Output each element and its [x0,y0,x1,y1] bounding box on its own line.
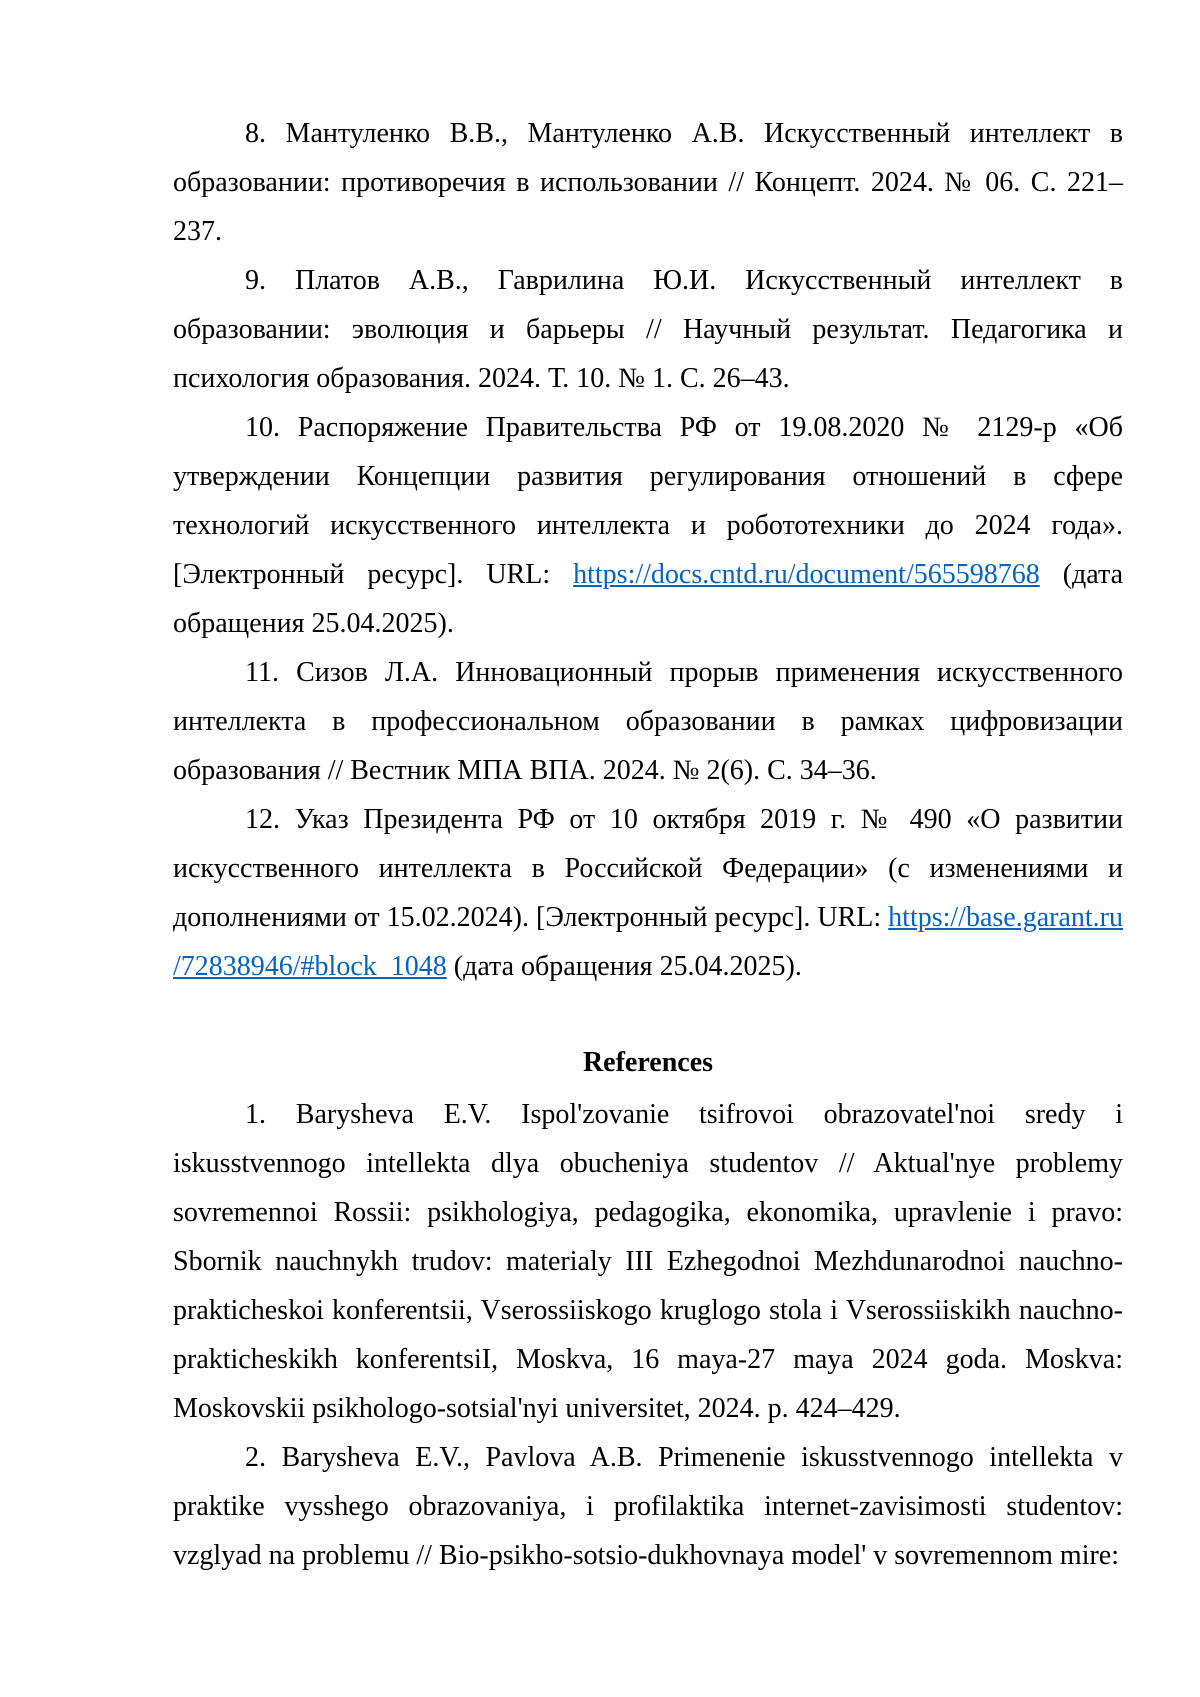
reference-number: 12. [245,804,280,835]
reference-text: Barysheva E.V., Pavlova A.B. Primenenie iskusstvennogo intellekta v praktike vysshego obrazovaniya, i profilaktika internet-zavisimosti studentov: vzglyad na problemu // Bio-psikho-sotsio-dukhovnaya model' v sovremennom mire: [173,1442,1124,1571]
reference-text-suffix: (дата обращения 25.04.2025). [446,951,802,982]
reference-text: Указ Президента РФ от 10 октября 2019 г. № 490 «О развитии искусственного интеллекта в Российской Федерации» (с изменениями и дополнениями от 15.02.2024). [Электронный ресурс]. URL: [173,804,1123,933]
reference-number: 8. [245,118,266,149]
reference-number: 2. [245,1442,266,1473]
reference-text: Сизов Л.А. Инновационный прорыв применения искусственного интеллекта в профессиональном образовании в рамках цифровизации образования // Вестник МПА ВПА. 2024. № 2(6). С. 34–36. [173,657,1124,786]
reference-item-12 [173,795,1123,991]
reference-item-9 [173,256,1123,403]
reference-text: Распоряжение Правительства РФ от 19.08.2020 № 2129-р «Об утверждении Концепции развития регулирования отношений в сфере технологий искусственного интеллекта и робототехники до 2024 года». [Электронный ресурс]. URL: [173,412,1123,590]
reference-link[interactable]: https://docs.cntd.ru/document/565598768 [573,559,1040,590]
reference-text: Barysheva E.V. Ispol'zovanie tsifrovoi obrazovatel'noi sredy i iskusstvennogo intellekta dlya obucheniya studentov // Aktual'nye problemy sovremennoi Rossii: psikhologiya, pedagogika, ekonomika, upravlenie i pravo: Sbornik nauchnykh trudov: materialy III Ezhegodnoi Mezhdunarodnoi nauchno-prakticheskoi konferentsii, Vserossiiskogo kruglogo stola i Vserossiiskikh nauchno-prakticheskikh konferentsiI, Moskva, 16 maya-27 maya 2024 goda. Moskva: Moskovskii psikhologo-sotsial'nyi universitet, 2024. p. 424–429. [173,1099,1124,1424]
reference-text: Мантуленко В.В., Мантуленко А.В. Искусственный интеллект в образовании: противоречия в использовании // Концепт. 2024. № 06. С. 221–237. [173,118,1123,247]
reference-link[interactable]: https://base.garant.ru /72838946/#block_1048 [173,902,1123,982]
reference-text: Платов А.В., Гаврилина Ю.И. Искусственный интеллект в образовании: эволюция и барьеры // Научный результат. Педагогика и психология образования. 2024. Т. 10. № 1. С. 26–43. [173,265,1123,394]
reference-item-en-2 [173,1433,1123,1580]
reference-text-suffix: (дата обращения 25.04.2025). [173,559,1124,639]
reference-item-8 [173,109,1123,256]
reference-number: 1. [245,1099,266,1130]
reference-item-en-1 [173,1090,1123,1433]
reference-number: 9. [245,265,266,296]
reference-item-10 [173,403,1123,648]
reference-number: 10. [245,412,280,443]
reference-number: 11. [245,657,279,688]
document-page [173,109,1123,1580]
references-heading: References [582,1047,714,1078]
reference-item-11 [173,648,1123,795]
